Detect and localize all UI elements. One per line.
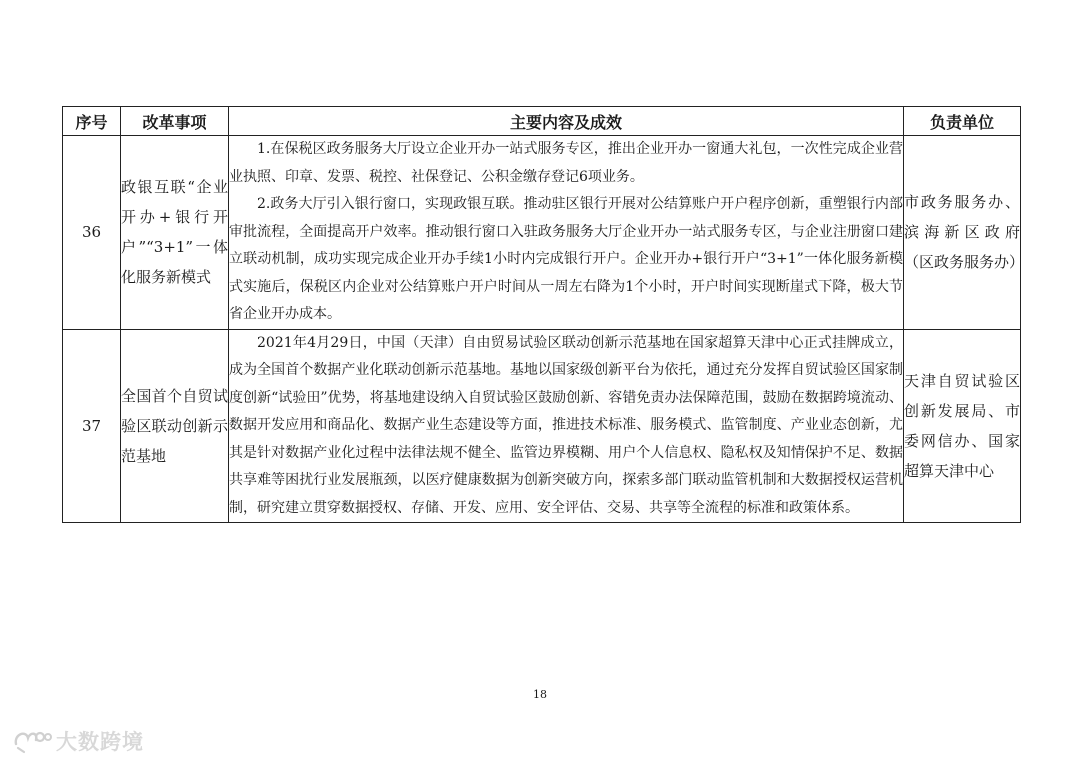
- header-reform-item: 改革事项: [121, 107, 229, 136]
- content-paragraph: 2021年4月29日，中国（天津）自由贸易试验区联动创新示范基地在国家超算天津中心正式挂牌成立，成为全国首个数据产业化联动创新示范基地。基地以国家级创新平台为依托，通过充分发挥自贸试验区国家制度创新“试验田”优势，将基地建设纳入自贸试验区鼓励创新、容错免责办法保障范围，鼓励在数据跨境流动、数据开发应用和商品化、数据产业生态建设等方面，推进技术标准、服务模式、监管制度、产业业态创新，尤其是针对数据产业化过程中法律法规不健全、监管边界模糊、用户个人信息权、隐私权及知情保护不足、数据共享难等困扰行业发展瓶颈，以医疗健康数据为创新突破方向，探索多部门联动监管机制和大数据授权运营机制，研究建立贯穿数据授权、存储、开发、应用、安全评估、交易、共享等全流程的标准和政策体系。: [229, 334, 903, 516]
- header-responsible-unit: 负责单位: [904, 107, 1021, 136]
- row-serial-number: 36: [63, 136, 121, 330]
- table-header-row: [63, 107, 1021, 136]
- header-serial-number: 序号: [63, 107, 121, 136]
- brand-logo-icon: [12, 728, 52, 754]
- row-reform-item: 政银互联“企业开办+银行开户”“3+1”一体化服务新模式: [121, 136, 229, 330]
- row-main-content: [229, 329, 904, 523]
- header-main-content: 主要内容及成效: [229, 107, 904, 136]
- content-paragraph: 2.政务大厅引入银行窗口，实现政银互联。推动驻区银行开展对公结算账户开户程序创新，重塑银行内部审批流程，全面提高开户效率。推动银行窗口入驻政务服务大厅企业开办一站式服务专区，与企业注册窗口建立联动机制，成功实现完成企业开办手续1小时内完成银行开户。企业开办+银行开户“3+1”一体化服务新模式实施后，保税区内企业对公结算账户开户时间从一周左右降为1个小时，开户时间实现断崖式下降，极大节省企业开办成本。: [229, 196, 903, 322]
- row-responsible-unit: 市政务服务办、滨海新区政府（区政务服务办）: [904, 136, 1021, 330]
- watermark-text: 大数跨境: [56, 730, 144, 754]
- row-responsible-unit: 天津自贸试验区创新发展局、市委网信办、国家超算天津中心: [904, 329, 1021, 523]
- table-row: [63, 329, 1021, 523]
- watermark: [12, 726, 144, 756]
- table-row: [63, 136, 1021, 330]
- row-serial-number: 37: [63, 329, 121, 523]
- row-main-content: [229, 136, 904, 330]
- page-number: 18: [533, 688, 547, 701]
- reform-table: [62, 106, 1025, 523]
- content-paragraph: 1.在保税区政务服务大厅设立企业开办一站式服务专区，推出企业开办一窗通大礼包，一次性完成企业营业执照、印章、发票、税控、社保登记、公积金缴存登记6项业务。: [229, 141, 903, 185]
- row-reform-item: 全国首个自贸试验区联动创新示范基地: [121, 329, 229, 523]
